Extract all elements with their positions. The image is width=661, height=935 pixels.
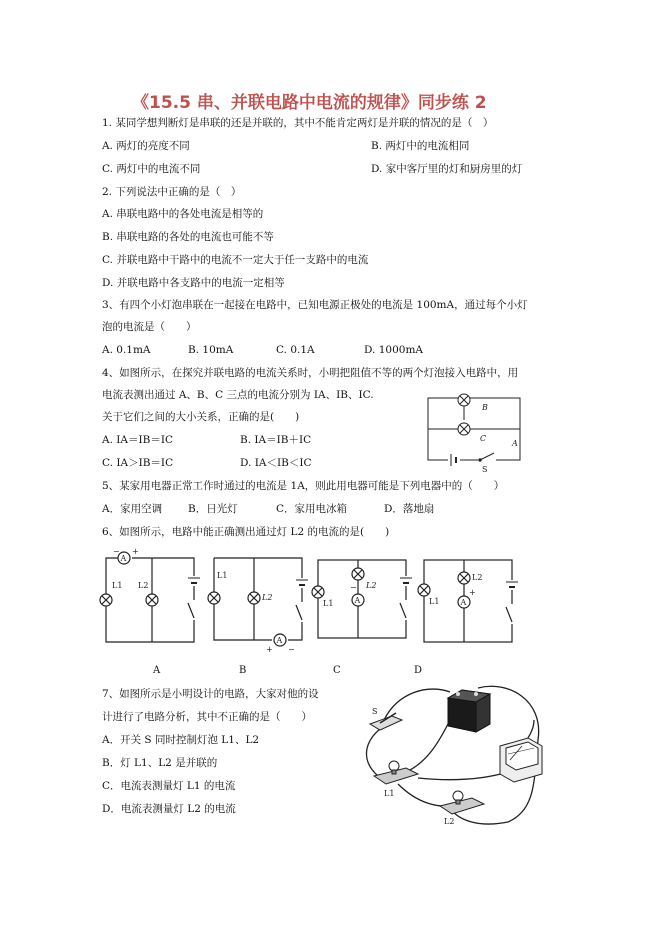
q6a-label-l1: L1 xyxy=(112,581,123,590)
q7-battery xyxy=(448,690,490,732)
q1-option-d: D. 家中客厅里的灯和厨房里的灯 xyxy=(371,163,523,175)
q4-switch xyxy=(478,453,496,464)
q6d-ammeter-plus: + xyxy=(469,588,476,597)
q6d-label-l1: L1 xyxy=(429,597,440,606)
q4-option-d: D. IA＜IB＜IC xyxy=(240,457,312,469)
q4-battery xyxy=(448,454,460,466)
q7-lamp-l2 xyxy=(440,791,484,814)
q4-label-c: C xyxy=(480,434,487,443)
q6-circuit-c xyxy=(314,554,420,654)
q6a-switch xyxy=(188,600,198,620)
q2-option-a: A. 串联电路中的各处电流是相等的 xyxy=(102,208,264,220)
q5-option-c: C．家用电冰箱 xyxy=(276,503,348,515)
q6c-ammeter-minus: − xyxy=(350,583,357,592)
q7-physical-circuit xyxy=(358,680,548,828)
q6-caption-b: B xyxy=(239,665,247,676)
q6c-lamp-l2 xyxy=(352,568,364,580)
q4-option-a: A. IA＝IB＝IC xyxy=(102,434,174,446)
q6a-battery xyxy=(188,576,200,586)
q5-option-b: B．日光灯 xyxy=(188,503,238,515)
q6c-switch xyxy=(400,600,410,620)
q6d-ammeter-label: A xyxy=(460,598,467,607)
q2-stem: 2. 下列说法中正确的是（ ） xyxy=(102,186,242,198)
q1-option-a: A. 两灯的亮度不同 xyxy=(102,140,190,152)
q6-stem: 6、如图所示，电路中能正确测出通过灯 L2 的电流的是( ) xyxy=(102,526,390,538)
q6b-ammeter-label: A xyxy=(276,636,283,645)
q7-option-c: C．电流表测量灯 L1 的电流 xyxy=(102,780,236,792)
q4-stem-line1: 4、如图所示，在探究并联电路的电流关系时，小明把阻值不等的两个灯泡接入电路中，用 xyxy=(102,367,519,379)
q3-stem-line2: 泡的电流是（ ） xyxy=(102,321,197,333)
q6d-label-l2: L2 xyxy=(472,573,483,582)
q1-option-c: C. 两灯中的电流不同 xyxy=(102,163,201,175)
q6b-label-l2: L2 xyxy=(262,593,273,602)
q7-option-d: D．电流表测量灯 L2 的电流 xyxy=(102,803,236,815)
q6-circuit-d xyxy=(420,554,526,654)
q6c-lamp-l1 xyxy=(312,586,324,598)
q7-option-b: B．灯 L1、L2 是并联的 xyxy=(102,757,218,769)
q3-option-a: A. 0.1mA xyxy=(102,344,151,356)
q6c-battery xyxy=(400,576,412,586)
q7-ammeter xyxy=(500,738,542,782)
q4-stem-line3: 关于它们之间的大小关系，正确的是( ) xyxy=(102,411,300,423)
q6c-ammeter-label: A xyxy=(354,596,361,605)
q4-lamp-1 xyxy=(458,394,470,406)
q4-label-a: A xyxy=(512,439,518,448)
q6a-lamp-l1 xyxy=(100,594,112,606)
q6b-switch xyxy=(296,602,306,622)
q1-stem: 1. 某同学想判断灯是串联的还是并联的，其中不能肯定两灯是并联的情况的是（ ） xyxy=(102,117,494,129)
q6-circuit-a xyxy=(102,548,208,648)
q6a-ammeter xyxy=(113,547,139,564)
q6b-ammeter-plus: + xyxy=(266,645,273,654)
q2-option-d: D. 并联电路中各支路中的电流一定相等 xyxy=(102,277,285,289)
q6a-label-l2: L2 xyxy=(138,581,149,590)
q6a-lamp-l2 xyxy=(146,594,158,606)
q6d-ammeter xyxy=(458,588,476,608)
q6c-label-l1: L1 xyxy=(323,599,334,608)
q1-option-b: B. 两灯中的电流相同 xyxy=(371,140,470,152)
q6d-switch xyxy=(506,604,516,624)
page-title: 《15.5 串、并联电路中电流的规律》同步练 2 xyxy=(132,93,487,113)
q4-option-c: C. IA＞IB＝IC xyxy=(102,457,174,469)
q5-stem: 5、某家用电器正常工作时通过的电流是 1A，则此用电器可能是下列电器中的（ ） xyxy=(102,480,505,492)
q6b-label-l1: L1 xyxy=(217,571,228,580)
q7-label-l2: L2 xyxy=(444,817,455,826)
q7-label-s: S xyxy=(372,707,378,716)
q6c-label-l2: L2 xyxy=(366,581,377,590)
q4-stem-line2: 电流表测出通过 A、B、C 三点的电流分别为 IA、IB、IC. xyxy=(102,389,374,401)
q7-option-a: A．开关 S 同时控制灯泡 L1、L2 xyxy=(102,734,260,746)
q6a-ammeter-label: A xyxy=(120,554,127,563)
q4-option-b: B. IA＝IB＋IC xyxy=(240,434,312,446)
q6b-battery xyxy=(296,578,308,588)
q7-label-l1: L1 xyxy=(384,789,395,798)
q3-option-b: B. 10mA xyxy=(188,344,234,356)
q6b-lamp-l1 xyxy=(208,592,220,604)
q4-lamp-2 xyxy=(458,423,470,435)
q6b-ammeter xyxy=(266,634,295,654)
q6c-ammeter xyxy=(350,583,364,606)
q4-label-s: S xyxy=(482,465,488,474)
q7-lamp-l1 xyxy=(374,761,418,784)
q6-caption-c: C xyxy=(333,665,341,676)
q7-stem-line2: 计进行了电路分析，其中不正确的是（ ） xyxy=(102,711,312,723)
q4-circuit-diagram xyxy=(420,386,530,472)
q6a-ammeter-minus: − xyxy=(113,547,120,556)
q7-stem-line1: 7、如图所示是小明设计的电路，大家对他的设 xyxy=(102,688,319,700)
q6b-ammeter-minus: − xyxy=(288,645,295,654)
q6-caption-a: A xyxy=(153,665,161,676)
q3-stem-line1: 3、有四个小灯泡串联在一起接在电路中，已知电源正极处的电流是 100mA，通过每个小灯 xyxy=(102,299,528,311)
q6-caption-d: D xyxy=(414,665,423,676)
q6a-ammeter-plus: + xyxy=(132,547,139,556)
q6d-lamp-l1 xyxy=(418,584,430,596)
q3-option-c: C. 0.1A xyxy=(276,344,315,356)
q2-option-c: C. 并联电路中干路中的电流不一定大于任一支路中的电流 xyxy=(102,254,369,266)
q5-option-a: A．家用空调 xyxy=(102,503,163,515)
q2-option-b: B. 串联电路的各处的电流也可能不等 xyxy=(102,231,274,243)
q6d-lamp-l2 xyxy=(458,572,470,584)
q5-option-d: D．落地扇 xyxy=(384,503,435,515)
q6-circuit-b xyxy=(210,554,316,654)
q3-option-d: D. 1000mA xyxy=(364,344,423,356)
q6b-lamp-l2 xyxy=(248,592,260,604)
q6d-battery xyxy=(506,580,518,590)
q4-label-b: B xyxy=(482,403,488,412)
